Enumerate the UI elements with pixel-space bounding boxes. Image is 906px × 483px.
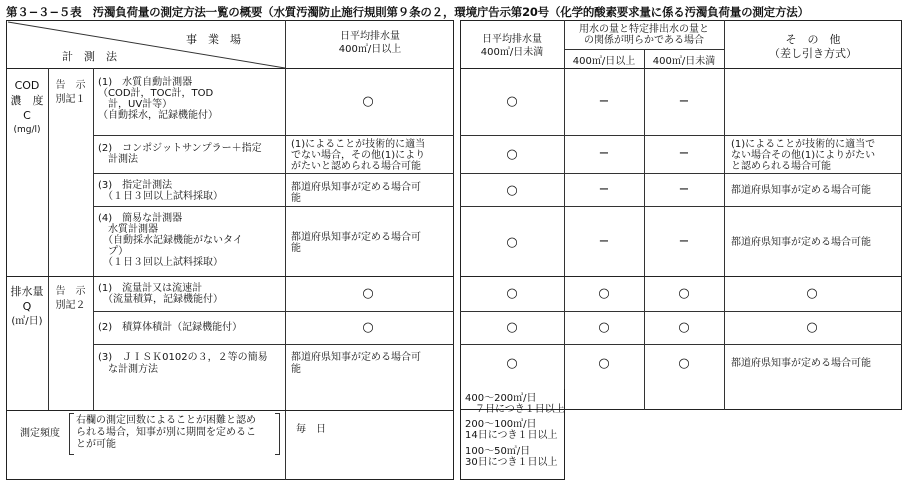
row1-rel-over: −	[598, 94, 610, 109]
row4-under-mark: ○	[506, 235, 518, 250]
frequency-bracket-left	[69, 413, 74, 455]
row2-under-mark: ○	[506, 147, 518, 162]
row4-other-1: 都道府県知事が定める場合可能	[731, 237, 871, 248]
row-line	[460, 135, 902, 136]
row2-over-3: がたいと認められる場合可能	[291, 161, 421, 172]
header-daily-flow-label: 日平均排水量	[340, 31, 400, 42]
cod-label-4: (mg/l)	[13, 125, 41, 135]
row-line	[460, 206, 902, 207]
right-header-daily-flow-label: 日平均排水量	[482, 34, 542, 45]
flow-notice-1: 告 示	[55, 286, 86, 297]
header-jigyojo: 事 業 場	[186, 33, 241, 46]
frequency-note-1: 右欄の測定回数によることが困難と認め	[76, 415, 256, 426]
row-line	[564, 49, 724, 50]
row-line	[93, 206, 454, 207]
row5-rel-over-mark: ○	[598, 286, 610, 301]
row-line	[460, 344, 902, 345]
header-relation-over: 400㎥/日以上	[572, 56, 636, 67]
row2-rel-over: −	[598, 146, 610, 161]
row3-over-1: 都道府県知事が定める場合可	[291, 182, 421, 193]
row6-over-mark: ○	[362, 320, 374, 335]
row7-over-1: 都道府県知事が定める場合可	[291, 352, 421, 363]
row1-under-mark: ○	[506, 94, 518, 109]
row1-method-4: （自動採水，記録機能付）	[98, 110, 218, 121]
row4-method-1: (4) 簡易な計測器	[98, 213, 183, 224]
row1-over-mark: ○	[362, 94, 374, 109]
row7-method-1: (3) ＪＩＳＫ0102の３，２等の簡易	[98, 352, 268, 363]
frequency-note-2: られる場合，知事が別に期間を定めるこ	[76, 427, 256, 438]
flow-label-1: 排水量	[10, 285, 44, 298]
row4-over-1: 都道府県知事が定める場合可	[291, 232, 421, 243]
row7-rel-over-mark: ○	[598, 356, 610, 371]
row3-other-1: 都道府県知事が定める場合可能	[731, 185, 871, 196]
row4-method-5: （１日３回以上試料採取）	[98, 257, 223, 268]
right-table	[460, 20, 902, 410]
row7-rel-under-mark: ○	[678, 356, 690, 371]
table-caption: 第３−３−５表 汚濁負荷量の測定方法一覧の概要（水質汚濁防止施行規則第９条の２，環境庁告示第20号（化学的酸素要求量に係る汚濁負荷量の測定方法）	[6, 5, 809, 19]
row2-over-1: (1)によることが技術的に適当	[291, 139, 426, 150]
cod-notice-2: 別記１	[55, 94, 86, 105]
row-line	[460, 311, 902, 312]
row6-other-mark: ○	[806, 320, 818, 335]
flow-label-3: (㎥/日)	[11, 316, 43, 327]
col-line	[93, 68, 94, 410]
frequency-bracket-right	[275, 413, 280, 455]
col-line	[644, 49, 645, 410]
row4-method-3: （自動採水記録機能がないタイ	[98, 235, 243, 246]
row6-under-mark: ○	[506, 320, 518, 335]
row3-over-2: 能	[291, 193, 301, 204]
row3-method-2: （１日３回以上試料採取）	[98, 191, 223, 202]
row5-rel-under-mark: ○	[678, 286, 690, 301]
freq-right-6: 30日につき１日以上	[465, 457, 558, 468]
row4-over-2: 能	[291, 243, 301, 254]
row6-rel-under-mark: ○	[678, 320, 690, 335]
row2-other-3: と認められる場合可能	[731, 161, 831, 172]
col-line	[564, 20, 565, 410]
left-header-rule	[6, 68, 454, 69]
row3-rel-over: −	[598, 182, 610, 197]
row-line	[93, 311, 454, 312]
header-other-2: （差し引き方式）	[769, 47, 857, 60]
cod-label-3: C	[23, 109, 31, 122]
frequency-label: 測定頻度	[20, 428, 60, 439]
header-relation-2: の関係が明らかである場合	[584, 35, 704, 46]
col-line	[285, 20, 286, 480]
row1-method-2: （COD計，TOC計，TOD	[98, 88, 214, 99]
freq-right-4: 14日につき１日以上	[465, 430, 558, 441]
header-daily-flow-over: 400㎥/日以上	[338, 44, 402, 55]
cod-notice-1: 告 示	[55, 80, 86, 91]
freq-right-3: 200〜100㎥/日	[465, 419, 537, 430]
row2-rel-under: −	[678, 146, 690, 161]
header-diagonal	[6, 20, 285, 68]
row1-method-1: (1) 水質自動計測器	[98, 77, 193, 88]
header-other-1: そ の 他	[785, 33, 841, 46]
freq-right-5: 100〜50㎥/日	[465, 446, 531, 457]
row-line	[93, 135, 454, 136]
group-line	[460, 276, 902, 277]
right-header-daily-flow-under: 400㎥/日未満	[480, 47, 544, 58]
row5-other-mark: ○	[806, 286, 818, 301]
col-line	[48, 68, 49, 410]
row1-method-3: 計，UV計等）	[98, 99, 173, 110]
row6-method-1: (2) 積算体積計（記録機能付）	[98, 322, 243, 333]
row7-other-1: 都道府県知事が定める場合可能	[731, 358, 871, 369]
row3-rel-under: −	[678, 182, 690, 197]
cod-label-2: 濃 度	[10, 94, 44, 107]
row5-method-2: （流量積算，記録機能付）	[98, 294, 223, 305]
row4-method-2: 水質計測器	[98, 224, 158, 235]
header-relation-1: 用水の量と特定排出水の量と	[579, 24, 709, 35]
row3-under-mark: ○	[506, 183, 518, 198]
group-line	[6, 276, 454, 277]
row7-under-mark: ○	[506, 356, 518, 371]
row-line	[93, 344, 454, 345]
row2-other-2: ない場合その他(1)によりがたい	[731, 150, 876, 161]
row7-method-2: な計測方法	[98, 364, 158, 375]
row4-rel-over: −	[598, 234, 610, 249]
freq-right-1: 400〜200㎥/日	[465, 393, 537, 404]
row6-rel-over-mark: ○	[598, 320, 610, 335]
frequency-note-3: とが可能	[76, 439, 116, 450]
row2-method-2: 計測法	[98, 154, 138, 165]
group-line	[6, 410, 454, 411]
row5-under-mark: ○	[506, 286, 518, 301]
row5-method-1: (1) 流量計又は流速計	[98, 283, 203, 294]
col-line	[724, 20, 725, 410]
freq-right-2: ７日につき１日以上	[465, 404, 565, 415]
cod-label-1: COD	[14, 79, 40, 92]
row1-rel-under: −	[678, 94, 690, 109]
row3-method-1: (3) 指定計測法	[98, 180, 173, 191]
header-keisokuho: 計 測 法	[62, 50, 117, 63]
row-line	[460, 173, 902, 174]
header-relation-under: 400㎥/日未満	[652, 56, 716, 67]
row4-method-4: プ）	[98, 246, 129, 257]
row5-over-mark: ○	[362, 286, 374, 301]
row7-over-2: 能	[291, 364, 301, 375]
flow-notice-2: 別記２	[55, 300, 86, 311]
flow-label-2: Q	[22, 300, 32, 313]
row2-other-1: (1)によることが技術的に適当で	[731, 139, 876, 150]
right-header-rule	[460, 68, 902, 69]
row2-method-1: (2) コンポジットサンプラー＋指定	[98, 143, 262, 154]
row-line	[93, 173, 454, 174]
frequency-value: 毎 日	[296, 424, 326, 435]
row2-over-2: でない場合，その他(1)により	[291, 150, 426, 161]
row4-rel-under: −	[678, 234, 690, 249]
